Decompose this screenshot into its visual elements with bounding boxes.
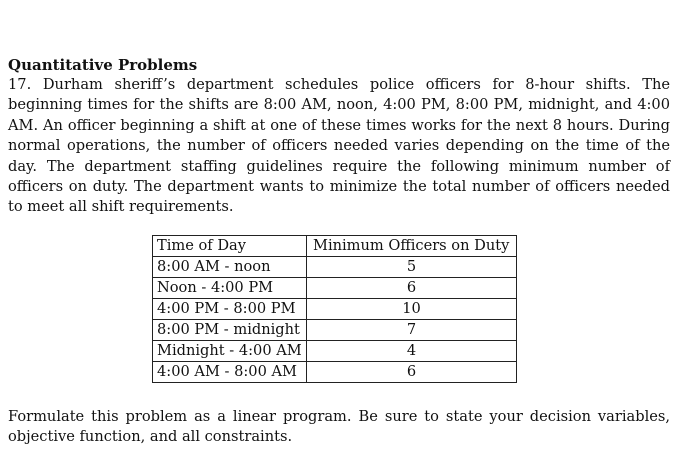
cell-minimum-officers: 4	[307, 341, 517, 362]
cell-time-of-day: 4:00 AM - 8:00 AM	[153, 362, 307, 383]
problem-statement	[8, 75, 670, 218]
staffing-table	[152, 235, 517, 383]
table-header-row	[153, 236, 517, 257]
table-row	[153, 320, 517, 341]
cell-minimum-officers: 6	[307, 278, 517, 299]
table-row	[153, 362, 517, 383]
cell-time-of-day: 8:00 PM - midnight	[153, 320, 307, 341]
table-row	[153, 278, 517, 299]
staffing-table-container	[152, 235, 517, 383]
cell-time-of-day: Midnight - 4:00 AM	[153, 341, 307, 362]
header-time-of-day: Time of Day	[153, 236, 307, 257]
header-minimum-officers: Minimum Officers on Duty	[307, 236, 517, 257]
cell-time-of-day: 4:00 PM - 8:00 PM	[153, 299, 307, 320]
cell-minimum-officers: 10	[307, 299, 517, 320]
instruction-text: Formulate this problem as a linear program. Be sure to state your decision variables, objective function, and all constraints.	[8, 408, 670, 446]
table-row	[153, 341, 517, 362]
section-title: Quantitative Problems	[8, 56, 198, 74]
cell-time-of-day: 8:00 AM - noon	[153, 257, 307, 278]
cell-minimum-officers: 5	[307, 257, 517, 278]
problem-body: Durham sheriff’s department schedules police officers for 8-hour shifts. The beginning times for the shifts are 8:00 AM, noon, 4:00 PM, 8:00 PM, midnight, and 4:00 AM. An officer beginning a shift at one of these times works for the next 8 hours. During normal operations, the number of officers needed varies depending on the time of the day. The department staffing guidelines require the following minimum number of officers on duty. The department wants to minimize the total number of officers needed to meet all shift requirements.	[8, 76, 671, 216]
table-row	[153, 257, 517, 278]
cell-minimum-officers: 6	[307, 362, 517, 383]
table-row	[153, 299, 517, 320]
cell-time-of-day: Noon - 4:00 PM	[153, 278, 307, 299]
document-page	[8, 55, 671, 446]
cell-minimum-officers: 7	[307, 320, 517, 341]
problem-number: 17.	[8, 76, 32, 93]
